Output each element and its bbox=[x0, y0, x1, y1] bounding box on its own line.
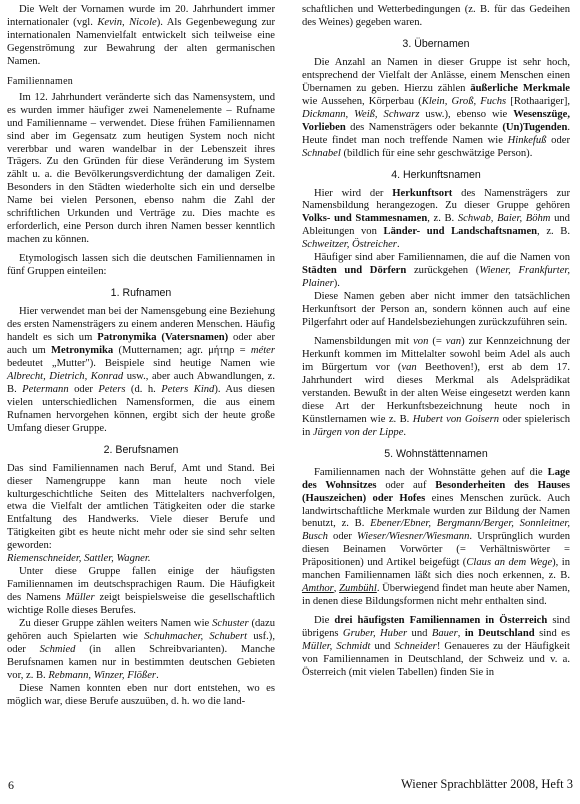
left-column bbox=[7, 4, 275, 709]
section-label: Familiennamen bbox=[7, 75, 74, 87]
paragraph: Zu dieser Gruppe zählen weiters Namen wie Schuster (dazu gehören auch Spielarten wie Schuhmacher, Schubert usf.), oder Schmied (in allen Schreibvarianten). Manche Berufsnamen kamen nur in bestimmten deutschen Gebieten vor, z. B. Rebmann, Winzer, Flößer. bbox=[7, 618, 275, 681]
intro-paragraph: Die Welt der Vornamen wurde im 20. Jahrhundert immer internationaler (vgl. Kevin, Nicole). Als Gegenbewegung zur internationalen Namenvielfalt entwickelt sich teilweise eine Gegenströmung zur Bewahrung der alten germanischen Namen. bbox=[7, 4, 275, 67]
heading-herkunftsnamen: 4. Herkunftsnamen bbox=[391, 168, 481, 181]
paragraph: Diese Namen konnten eben nur dort entstehen, wo es möglich war, diese Berufe auszuüben, d. h. wo die land- bbox=[7, 682, 275, 707]
journal-footer: Wiener Sprachblätter 2008, Heft 3 bbox=[400, 777, 573, 791]
paragraph: Hier wird der Herkunftsort des Namensträgers zur Namensbildung herangezogen. Zu dieser Gruppe gehören Volks- und Stammesnamen, z. B. Schwab, Baier, Böhm und Ableitungen von Länder- und Landschaftsnamen, z. B. Schweitzer, Östreicher. bbox=[302, 187, 570, 251]
paragraph: Im 12. Jahrhundert veränderte sich das Namensystem, und es wurden immer häufiger zwei Namenelemente – Rufname und Familienname – verwendet. Diese frühen Familiennamen sind aber im Gegensatz zum heutigen System noch nicht vererbbar und waren wandelbar in der Lebenszeit ihres Trägers. Zu den Gründen für diese Veränderung im System zählt u. a. die Bevölkerungsverdichtung der damaligen Zeit. Besonders in den Städten wiederholte sich ein und derselbe Name bei vielen Personen, ebenso nahm die Zahl der schriftlichen Urkunden und Verträge zu. Dies machte es erforderlich, eine Person durch ihren Namen besser kenntlich machen zu können. bbox=[7, 91, 275, 246]
heading-uebernamen: 3. Übernamen bbox=[402, 37, 470, 50]
paragraph: Familiennamen nach der Wohnstätte gehen auf die Lage des Wohnsitzes oder auf Besonderheiten des Hauses (Hauszeichen) oder Hofes eines Menschen zurück. Auch landwirtschaftliche Merkmale wurden zur Bildung der Namen benutzt, z. B. Ebener/Ebner, Bergmann/Berger, Sonnleitner, Busch oder Wieser/Wiesner/Wiesmann. Ursprünglich wurden diesen Beinamen Vorwörter (= Verhältniswörter = Präpositionen) und Artikel beigefügt (Claus an dem Wege), in manchen Familiennamen läßt sich dies noch erkennen, z. B. Amthor, Zumbühl. Überwiegend findet man heute aber Namen, in denen diese Bildungsformen nicht mehr enthalten sind. bbox=[302, 466, 571, 608]
paragraph: Namensbildungen mit von (= van) zur Kennzeichnung der Herkunft kommen im Mittelalter sowohl beim Adel als auch im Bürgertum vor (van Beethoven!), erst ab dem 17. Jahrhundert wird dieses Merkmal als Adelsprädikat verstanden. Bewußt in der alten Weise eingesetzt werden kann diese Art der Herkunftsbezeichnung heute noch in Künstlernamen wie z. B. Hubert von Goisern oder spielerisch in Jürgen von der Lippe. bbox=[302, 336, 571, 438]
paragraph: Unter diese Gruppe fallen einige der häufigsten Familiennamen im deutschsprachigen Raum. Die Häufigkeit des Namens Müller zeigt beispielsweise die gesellschaftlich wichtige Rolle dieses Berufes. bbox=[7, 566, 275, 617]
heading-berufsnamen: 2. Berufsnamen bbox=[103, 443, 179, 456]
right-column bbox=[302, 4, 570, 680]
paragraph: Die Anzahl an Namen in dieser Gruppe ist sehr hoch, entsprechend der Vielfalt der Anlässe, einem Menschen einen Übernamen zu geben. Hierzu zählen äußerliche Merkmale wie Aussehen, Körperbau (Klein, Groß, Fuchs [Rothaariger], Dickmann, Weiß, Schwarz usw.), ebenso wie Wesenszüge, Vorlieben des Namensträgers oder bekannte (Un)Tugenden. Heute findet man noch treffende Namen wie Hinkefuß oder Schnabel (bildlich für eine sehr geschwätzige Person). bbox=[302, 56, 570, 159]
paragraph: Die drei häufigsten Familiennamen in Österreich sind übrigens Gruber, Huber und Bauer, in Deutschland sind es Müller, Schmidt und Schneider! Genaueres zu der Häufigkeit von Familiennamen in Deutschland, der Schweiz und v. a. Österreich (mit vielen Tabellen) finden Sie in bbox=[302, 615, 571, 678]
paragraph: Diese Namen geben aber nicht immer den tatsächlichen Herkunftsort der Person an, sondern können auch auf eine Pilgerfahrt oder auf Handelsbeziehungen zurückzuführen sein. bbox=[302, 291, 570, 329]
paragraph: Etymologisch lassen sich die deutschen Familiennamen in fünf Gruppen einteilen: bbox=[7, 253, 275, 278]
heading-wohnstaettennamen: 5. Wohnstättennamen bbox=[384, 447, 488, 460]
paragraph: schaftlichen und Wetterbedingungen (z. B. für das Gedeihen des Weines) gegeben waren. bbox=[302, 4, 570, 28]
page-number: 6 bbox=[8, 778, 14, 792]
example-list: Riemenschneider, Sattler, Wagner. bbox=[7, 553, 151, 565]
paragraph: Das sind Familiennamen nach Beruf, Amt und Stand. Bei dieser Namengruppe kann man heute noch viele kulturgeschichtliche Seiten des Mittelalters nachverfolgen, etwa die Vielfalt der amtlichen Tätigkeiten oder die starke Entfaltung des Handwerks. Viele dieser Berufe und Tätigkeiten gibt es heute nicht mehr oder sie sind sehr selten geworden: bbox=[7, 462, 275, 552]
paragraph: Häufiger sind aber Familiennamen, die auf die Namen von Städten und Dörfern zurückgehen (Wiener, Frankfurter, Plainer). bbox=[302, 252, 570, 290]
paragraph: Hier verwendet man bei der Namensgebung eine Beziehung des ersten Namensträgers zu einem anderen Menschen. Häufig handelt es sich um Patronymika (Vatersnamen) oder aber auch um Metronymika (Mutternamen; agr. μήτηρ = méter bedeutet „Mutter"). Beispiele sind heutige Namen wie Albrecht, Dietrich, Konrad usw., aber auch Abwandlungen, z. B. Petermann oder Peters (d. h. Peters Kind). Aus diesen vielen unterschiedlichen Namensformen, die aus einem Rufnamen hervorgehen können, ergibt sich der heute große Umfang dieser Gruppe. bbox=[7, 306, 276, 434]
heading-rufnamen: 1. Rufnamen bbox=[110, 287, 172, 300]
